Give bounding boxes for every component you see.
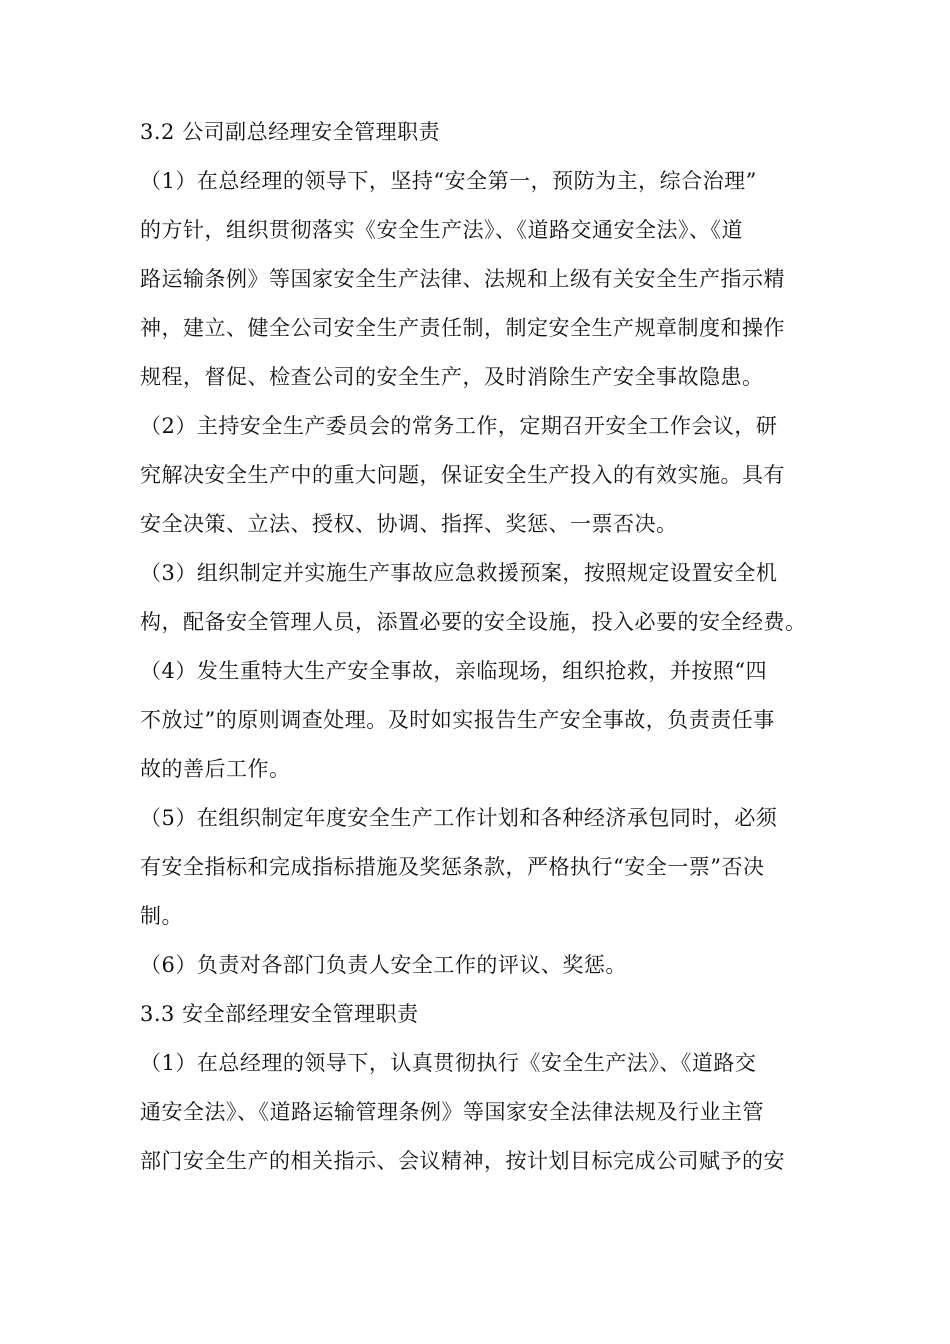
document-body [140, 108, 820, 1186]
text-line: （3）组织制定并实施生产事故应急救援预案，按照规定设置安全机 [140, 561, 778, 585]
text-line: 通安全法》、《道路运输管理条例》等国家安全法律法规及行业主管 [140, 1100, 764, 1124]
text-line: 部门安全生产的相关指示、会议精神，按计划目标完成公司赋予的安 [140, 1149, 785, 1173]
text-line: 安全决策、立法、授权、协调、指挥、奖惩、一票否决。 [140, 512, 678, 536]
text-line: 故的善后工作。 [140, 757, 291, 781]
text-line: 制。 [140, 904, 183, 928]
text-line: 究解决安全生产中的重大问题，保证安全生产投入的有效实施。具有 [140, 463, 785, 487]
section-heading-3-3: 3.3 安全部经理安全管理职责 [140, 1002, 419, 1026]
text-line: 规程，督促、检查公司的安全生产，及时消除生产安全事故隐患。 [140, 365, 764, 389]
text-line: （2）主持安全生产委员会的常务工作，定期召开安全工作会议，研 [140, 414, 778, 438]
text-line: （4）发生重特大生产安全事故，亲临现场，组织抢救，并按照“四 [140, 659, 768, 683]
text-line: 有安全指标和完成指标措施及奖惩条款，严格执行“安全一票”否决 [140, 855, 765, 879]
text-line: （5）在组织制定年度安全生产工作计划和各种经济承包同时，必须 [140, 806, 778, 830]
text-line: （1）在总经理的领导下，认真贯彻执行《安全生产法》、《道路交 [140, 1051, 757, 1075]
text-line: 的方针，组织贯彻落实《安全生产法》、《道路交通安全法》、《道 [140, 218, 743, 242]
text-line: （1）在总经理的领导下，坚持“安全第一，预防为主，综合治理” [140, 169, 757, 193]
text-line: （6）负责对各部门负责人安全工作的评议、奖惩。 [140, 953, 627, 977]
section-heading-3-2: 3.2 公司副总经理安全管理职责 [140, 120, 441, 144]
text-line: 神，建立、健全公司安全生产责任制，制定安全生产规章制度和操作 [140, 316, 785, 340]
text-line: 不放过”的原则调查处理。及时如实报告生产安全事故，负责责任事 [140, 708, 775, 732]
text-line: 构，配备安全管理人员，添置必要的安全设施，投入必要的安全经费。 [140, 610, 807, 634]
text-line: 路运输条例》等国家安全生产法律、法规和上级有关安全生产指示精 [140, 267, 785, 291]
